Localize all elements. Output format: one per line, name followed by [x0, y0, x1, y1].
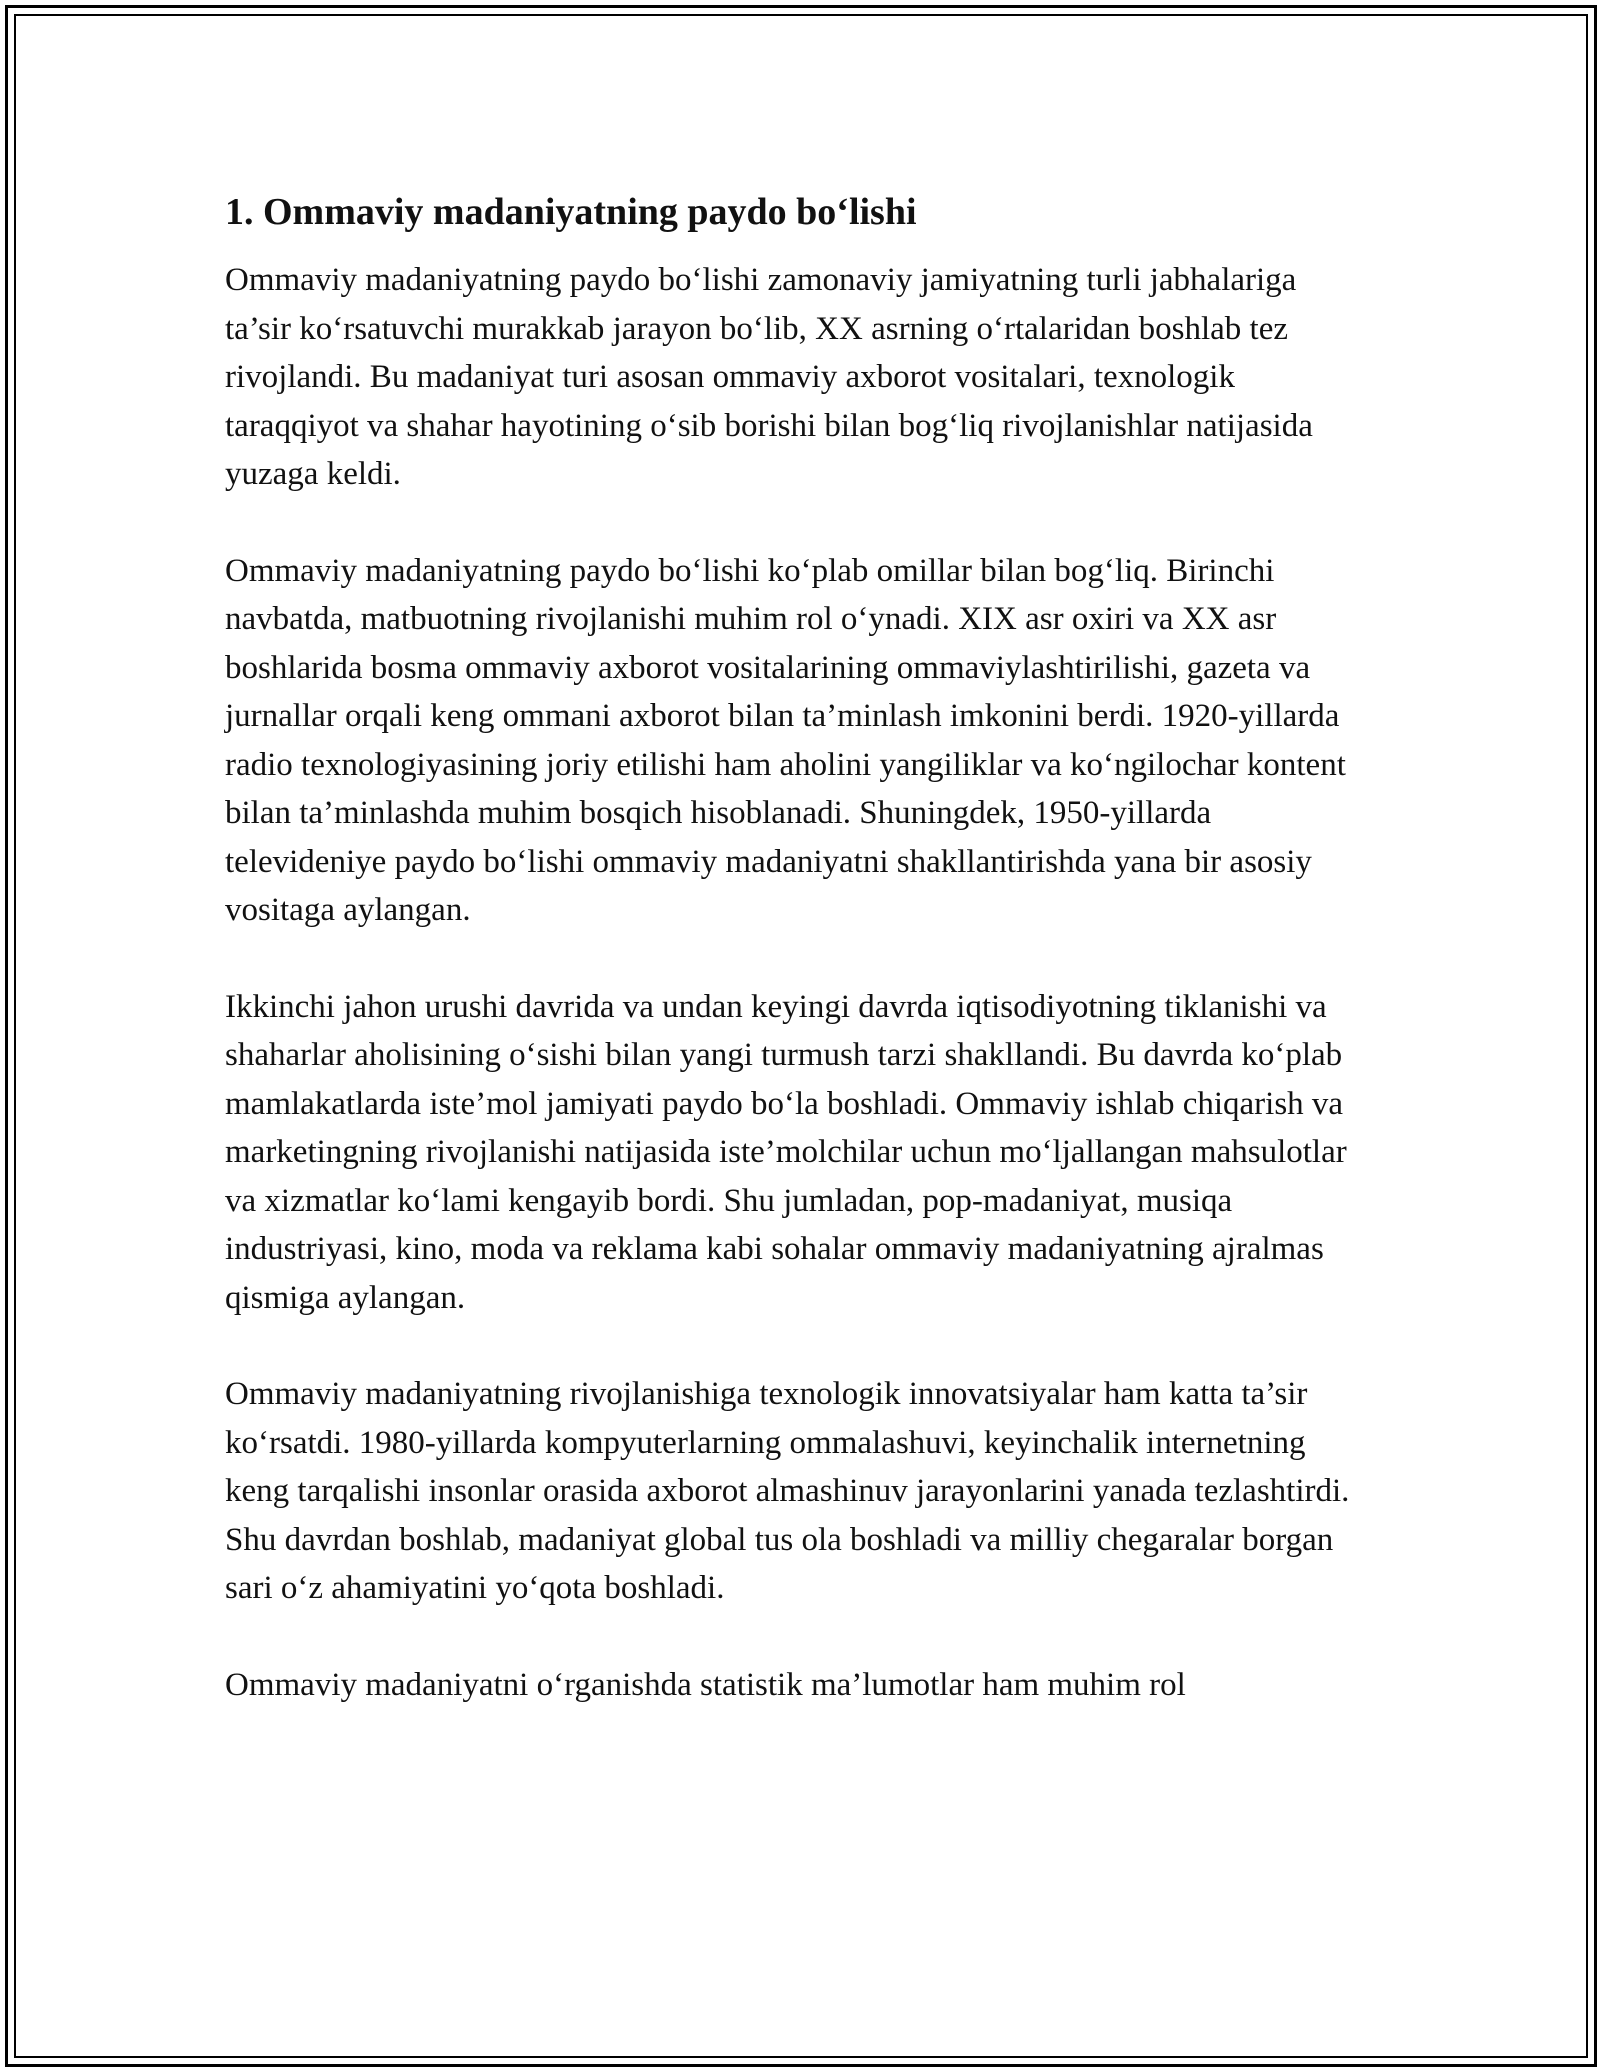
paragraph-5: Ommaviy madaniyatni o‘rganishda statistik ma’lumotlar ham muhim rol — [225, 1666, 1186, 1703]
paragraph-3: Ikkinchi jahon urushi davrida va undan keyingi davrda iqtisodiyotning tiklanishi va shaharlar aholisining o‘sishi bilan yangi turmush tarzi shakllandi. Bu davrda ko‘plab mamlakatlarda iste’mol jamiyati paydo bo‘la boshladi. Ommaviy ishlab chiqarish va marketingning rivojlanishi natijasida iste’molchilar uchun mo‘ljallangan mahsulotlar va xizmatlar ko‘lami kengayib bordi. Shu jumladan, pop-madaniyat, musiqa industriyasi, kino, moda va reklama kabi sohalar ommaviy madaniyatning ajralmas qismiga aylangan. — [225, 988, 1347, 1316]
paragraph-2: Ommaviy madaniyatning paydo bo‘lishi ko‘plab omillar bilan bog‘liq. Birinchi navbatda, matbuotning rivojlanishi muhim rol o‘ynadi. XIX asr oxiri va XX asr boshlarida bosma ommaviy axborot vositalarining ommaviylashtirilishi, gazeta va jurnallar orqali keng ommani axborot bilan ta’minlash imkonini berdi. 1920-yillarda radio texnologiyasining joriy etilishi ham aholini yangiliklar va ko‘ngilochar kontent bilan ta’minlashda muhim bosqich hisoblanadi. Shuningdek, 1950-yillarda televideniye paydo bo‘lishi ommaviy madaniyatni shakllantirishda yana bir asosiy vositaga aylangan. — [225, 552, 1346, 928]
section-heading: 1. Ommaviy madaniyatning paydo bo‘lishi — [225, 191, 917, 233]
document-body — [225, 188, 1365, 1757]
paragraph-4: Ommaviy madaniyatning rivojlanishiga texnologik innovatsiyalar ham katta ta’sir ko‘rsatdi. 1980-yillarda kompyuterlarning ommalashuvi, keyinchalik internetning keng tarqalishi insonlar orasida axborot almashinuv jarayonlarini yanada tezlashtirdi. Shu davrdan boshlab, madaniyat global tus ola boshladi va milliy chegaralar borgan sari o‘z ahamiyatini yo‘qota boshladi. — [225, 1376, 1350, 1606]
paragraph-1: Ommaviy madaniyatning paydo bo‘lishi zamonaviy jamiyatning turli jabhalariga ta’sir ko‘rsatuvchi murakkab jarayon bo‘lib, XX asrning o‘rtalaridan boshlab tez rivojlandi. Bu madaniyat turi asosan ommaviy axborot vositalari, texnologik taraqqiyot va shahar hayotining o‘sib borishi bilan bog‘liq rivojlanishlar natijasida yuzaga keldi. — [225, 262, 1313, 492]
